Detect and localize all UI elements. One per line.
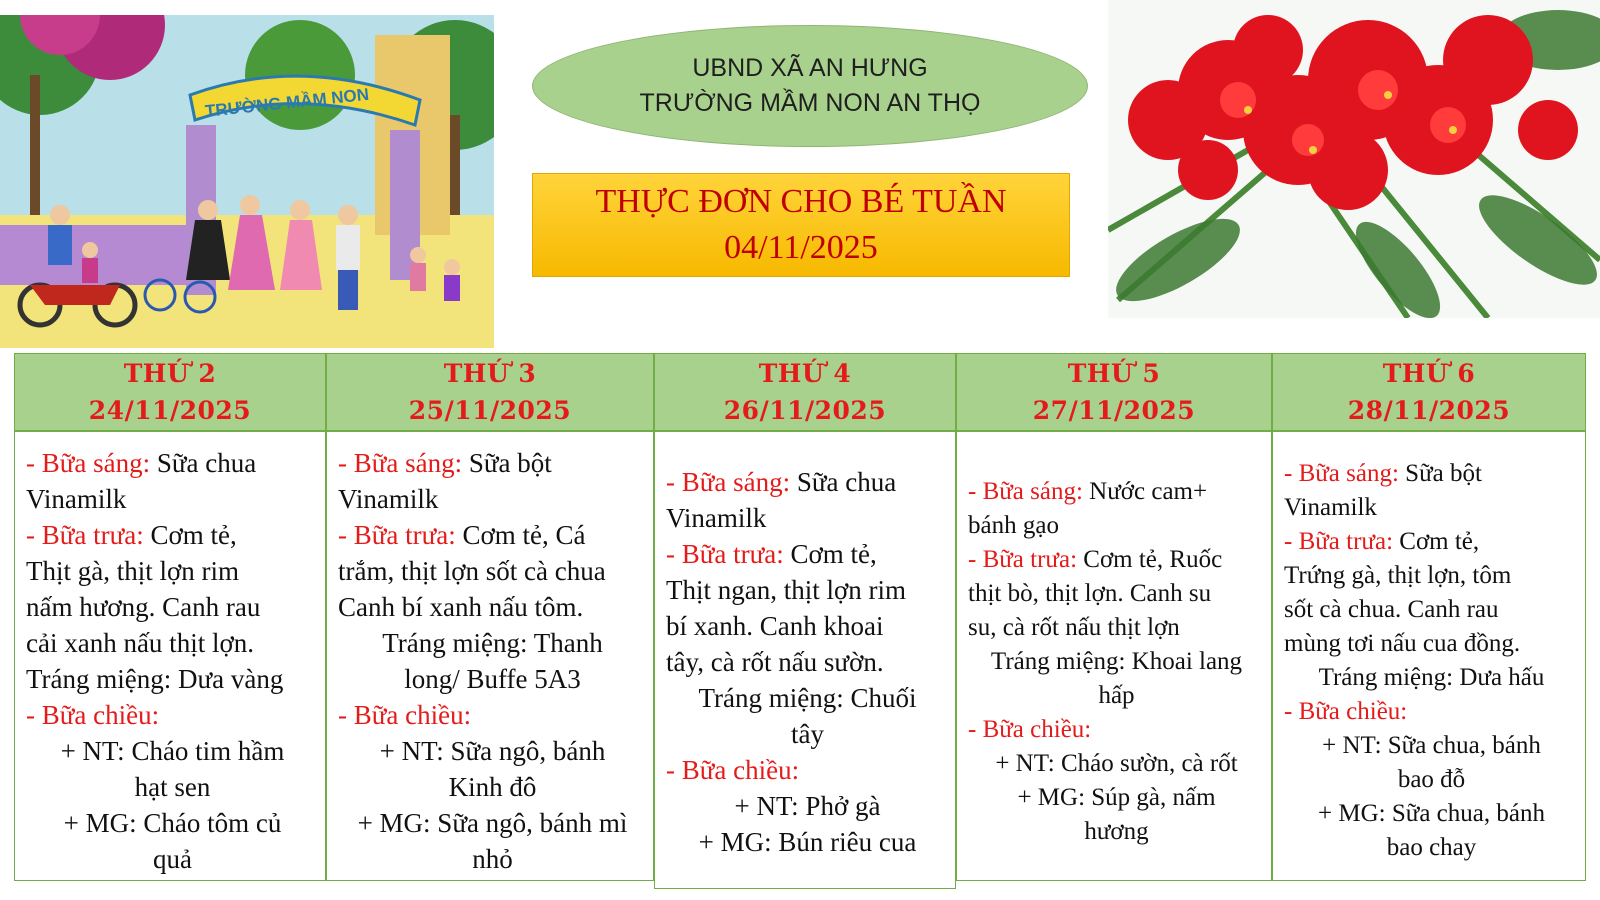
meal-text: thịt bò, thịt lợn. Canh su <box>968 580 1212 607</box>
meal-label: - Bữa chiều: <box>968 716 1092 743</box>
meal-text: cải xanh nấu thịt lợn. <box>26 628 254 658</box>
meal-text: Vinamilk <box>338 484 439 514</box>
menu-line <box>968 509 1265 543</box>
meal-text: Sữa bột <box>462 448 552 478</box>
meal-text: quả <box>153 844 192 874</box>
meal-label: - Bữa chiều: <box>26 700 160 730</box>
illustration-sign-text: TRƯỜNG MẦM NON <box>204 84 370 121</box>
menu-line <box>26 805 319 841</box>
meal-label: - Bữa sáng: <box>1284 460 1399 487</box>
menu-line <box>1284 491 1579 525</box>
menu-line <box>968 815 1265 849</box>
meal-text: mùng tơi nấu cua đồng. <box>1284 630 1521 657</box>
meal-label: - Bữa trưa: <box>26 520 144 550</box>
menu-line <box>1284 695 1579 729</box>
meal-text: Cơm tẻ, Cá <box>455 520 586 550</box>
menu-line <box>968 645 1265 679</box>
meal-label: - Bữa sáng: <box>968 478 1083 505</box>
menu-line <box>968 713 1265 747</box>
meal-text: Sữa chua <box>790 467 897 497</box>
meal-text: tây <box>791 719 824 749</box>
menu-line <box>666 608 949 644</box>
menu-line <box>968 781 1265 815</box>
meal-text: Sữa bột <box>1398 460 1482 487</box>
day-menu-fri <box>1272 431 1586 881</box>
meal-label: - Bữa trưa: <box>1284 528 1394 555</box>
meal-label: - Bữa chiều: <box>338 700 472 730</box>
menu-line <box>968 543 1265 577</box>
menu-line <box>26 517 319 553</box>
menu-line <box>338 517 647 553</box>
menu-line <box>26 445 319 481</box>
menu-line <box>968 679 1265 713</box>
meal-text: + NT: Cháo tim hầm <box>60 736 285 766</box>
menu-line <box>666 824 949 860</box>
meal-text: Cơm tẻ, <box>1393 528 1480 555</box>
meal-text: Sữa chua <box>150 448 257 478</box>
meal-text: + NT: Sữa ngô, bánh <box>379 736 606 766</box>
meal-text: trắm, thịt lợn sốt cà chua <box>338 556 606 586</box>
meal-text: Kinh đô <box>448 772 537 802</box>
flamboyant-flower-photo <box>1108 0 1600 318</box>
meal-label: - Bữa chiều: <box>1284 698 1408 725</box>
day-header-thu <box>956 353 1272 431</box>
menu-line <box>338 481 647 517</box>
day-menu-thu <box>956 431 1272 881</box>
day-header-tue <box>326 353 654 431</box>
meal-text: + NT: Cháo sườn, cà rốt <box>995 750 1238 777</box>
meal-text: bao đỗ <box>1397 766 1466 793</box>
menu-lines <box>666 464 949 860</box>
menu-line <box>666 680 949 716</box>
meal-text: Tráng miệng: Khoai lang <box>990 648 1243 675</box>
meal-text: bí xanh. Canh khoai <box>666 611 884 641</box>
menu-line <box>666 464 949 500</box>
menu-line <box>338 769 647 805</box>
day-date: 25/11/2025 <box>408 396 572 425</box>
menu-line <box>338 733 647 769</box>
menu-line <box>26 481 319 517</box>
day-name: THỨ 6 <box>1382 359 1476 388</box>
menu-line <box>666 716 949 752</box>
menu-line <box>968 475 1265 509</box>
meal-text: Canh bí xanh nấu tôm. <box>338 592 584 622</box>
school-name: TRƯỜNG MẦM NON AN THỌ <box>639 89 981 117</box>
menu-line <box>338 625 647 661</box>
meal-text: Tráng miệng: Thanh <box>382 628 603 658</box>
menu-lines <box>1284 457 1579 865</box>
menu-line <box>26 733 319 769</box>
menu-line <box>1284 661 1579 695</box>
kindergarten-illustration <box>0 15 494 348</box>
menu-line <box>26 625 319 661</box>
commune-name: UBND XÃ AN HƯNG <box>692 54 928 82</box>
meal-text: + MG: Sữa chua, bánh <box>1318 800 1545 827</box>
meal-label: - Bữa trưa: <box>968 546 1078 573</box>
menu-line <box>666 788 949 824</box>
day-date: 27/11/2025 <box>1032 396 1196 425</box>
meal-label: - Bữa trưa: <box>666 539 784 569</box>
meal-text: + MG: Cháo tôm củ <box>63 808 282 838</box>
day-date: 26/11/2025 <box>723 396 887 425</box>
day-header-fri <box>1272 353 1586 431</box>
menu-line <box>666 572 949 608</box>
meal-text: bao chay <box>1386 834 1477 861</box>
meal-text: bánh gạo <box>968 512 1059 539</box>
menu-line <box>666 644 949 680</box>
menu-lines <box>968 475 1265 849</box>
day-date: 28/11/2025 <box>1347 396 1511 425</box>
meal-label: - Bữa sáng: <box>666 467 791 497</box>
menu-lines <box>338 445 647 877</box>
meal-text: Thịt ngan, thịt lợn rim <box>666 575 907 605</box>
meal-text: Thịt gà, thịt lợn rim <box>26 556 240 586</box>
menu-line <box>26 661 319 697</box>
meal-text: Cơm tẻ, <box>783 539 877 569</box>
menu-line <box>666 752 949 788</box>
menu-line <box>968 611 1265 645</box>
menu-line <box>26 841 319 877</box>
school-name-banner <box>532 25 1088 147</box>
meal-text: nhỏ <box>472 844 513 874</box>
menu-line <box>338 697 647 733</box>
day-menu-mon <box>14 431 326 881</box>
menu-line <box>968 747 1265 781</box>
menu-line <box>338 841 647 877</box>
menu-line <box>1284 763 1579 797</box>
menu-week-date: 04/11/2025 <box>724 229 878 266</box>
menu-line <box>26 589 319 625</box>
menu-line <box>26 769 319 805</box>
day-menu-wed <box>654 431 956 889</box>
menu-line <box>338 445 647 481</box>
meal-text: + MG: Súp gà, nấm <box>1017 784 1216 811</box>
day-name: THỨ 3 <box>443 359 537 388</box>
meal-label: - Bữa chiều: <box>666 755 800 785</box>
day-name: THỨ 5 <box>1067 359 1161 388</box>
meal-text: + MG: Sữa ngô, bánh mì <box>357 808 628 838</box>
meal-text: Tráng miệng: Dưa vàng <box>26 664 284 694</box>
menu-line <box>1284 457 1579 491</box>
menu-line <box>1284 559 1579 593</box>
meal-text: hạt sen <box>134 772 211 802</box>
day-date: 24/11/2025 <box>88 396 252 425</box>
day-name: THỨ 2 <box>123 359 217 388</box>
meal-text: + NT: Phở gà <box>734 791 881 821</box>
meal-text: sốt cà chua. Canh rau <box>1284 596 1499 623</box>
menu-line <box>1284 525 1579 559</box>
menu-line <box>338 553 647 589</box>
meal-text: Nước cam+ <box>1082 478 1208 505</box>
meal-text: + NT: Sữa chua, bánh <box>1322 732 1541 759</box>
meal-label: - Bữa sáng: <box>26 448 151 478</box>
menu-line <box>1284 797 1579 831</box>
menu-line <box>1284 729 1579 763</box>
menu-line <box>1284 831 1579 865</box>
menu-line <box>338 589 647 625</box>
menu-title-banner <box>532 173 1070 277</box>
menu-line <box>26 553 319 589</box>
meal-text: + MG: Bún riêu cua <box>698 827 917 857</box>
menu-line <box>666 500 949 536</box>
menu-line <box>666 536 949 572</box>
menu-lines <box>26 445 319 877</box>
day-header-wed <box>654 353 956 431</box>
meal-label: - Bữa sáng: <box>338 448 463 478</box>
meal-text: long/ Buffe 5A3 <box>404 664 581 694</box>
day-menu-tue <box>326 431 654 881</box>
meal-text: Cơm tẻ, Ruốc <box>1077 546 1223 573</box>
meal-text: Tráng miệng: Chuối <box>698 683 917 713</box>
meal-text: Vinamilk <box>26 484 127 514</box>
menu-line <box>1284 593 1579 627</box>
menu-line <box>26 697 319 733</box>
meal-text: hương <box>1084 818 1149 845</box>
menu-line <box>338 661 647 697</box>
meal-label: - Bữa trưa: <box>338 520 456 550</box>
day-header-mon <box>14 353 326 431</box>
meal-text: Tráng miệng: Dưa hấu <box>1318 664 1545 691</box>
meal-text: Cơm tẻ, <box>143 520 237 550</box>
menu-title: THỰC ĐƠN CHO BÉ TUẦN <box>595 183 1007 220</box>
meal-text: hấp <box>1098 682 1135 709</box>
meal-text: Vinamilk <box>1284 494 1377 521</box>
meal-text: nấm hương. Canh rau <box>26 592 261 622</box>
meal-text: tây, cà rốt nấu sườn. <box>666 647 884 677</box>
meal-text: su, cà rốt nấu thịt lợn <box>968 614 1180 641</box>
menu-line <box>968 577 1265 611</box>
meal-text: Vinamilk <box>666 503 767 533</box>
day-name: THỨ 4 <box>758 359 852 388</box>
menu-line <box>338 805 647 841</box>
meal-text: Trứng gà, thịt lợn, tôm <box>1284 562 1512 589</box>
menu-line <box>1284 627 1579 661</box>
